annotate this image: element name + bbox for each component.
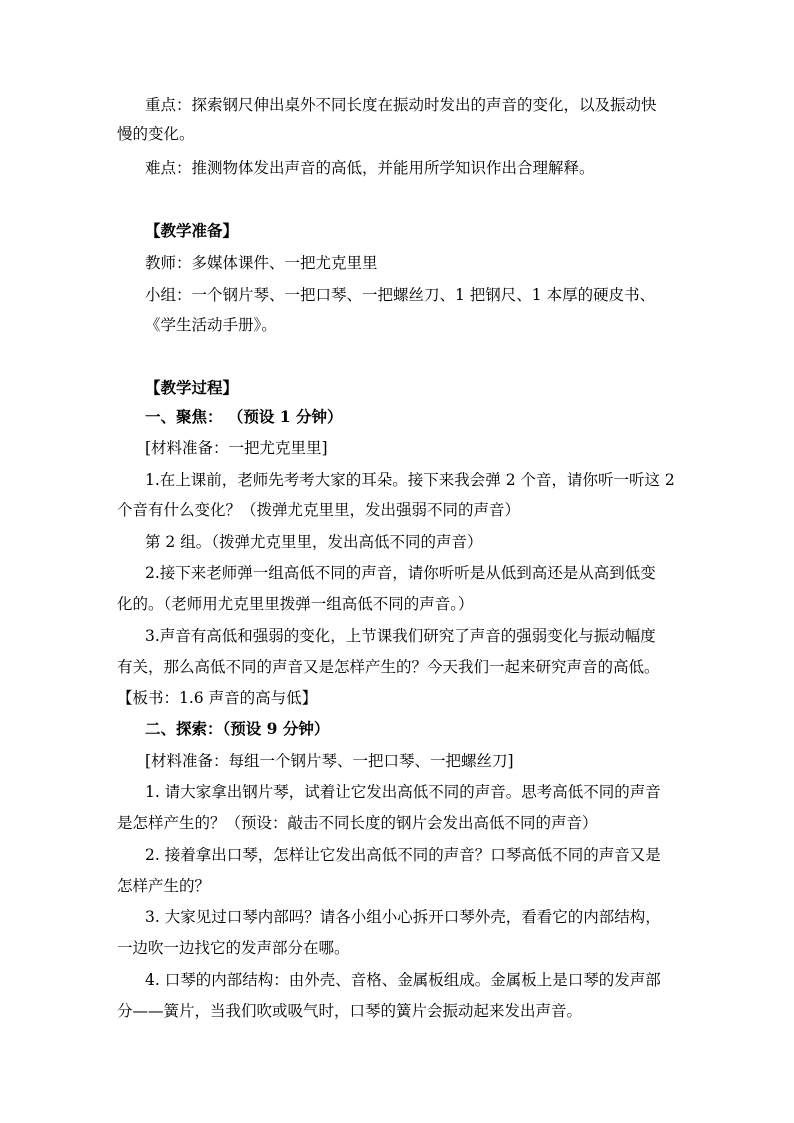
paragraph-3-line-2: 有关，那么高低不同的声音又是怎样产生的？今天我们一起来研究声音的高低。 [117,658,660,676]
item-2-line-1: 2. 接着拿出口琴，怎样让它发出高低不同的声音？口琴高低不同的声音又是 [145,846,661,864]
item-1-line-1: 1. 请大家拿出钢片琴，试着让它发出高低不同的声音。思考高低不同的声音 [145,783,661,801]
section-focus-materials: [材料准备：一把尤克里里] [145,439,328,457]
key-point-line-1: 重点：探索钢尺伸出桌外不同长度在振动时发出的声音的变化，以及振动快 [145,96,657,114]
item-4-line-1: 4. 口琴的内部结构：由外壳、音格、金属板组成。金属板上是口琴的发声部 [145,971,661,989]
item-4-line-2: 分——簧片，当我们吹或吸气时，口琴的簧片会振动起来发出声音。 [117,1002,583,1020]
teacher-materials: 教师：多媒体课件、一把尤克里里 [145,254,378,272]
group-materials-line-1: 小组：一个钢片琴、一把口琴、一把螺丝刀、1 把钢尺、1 本厚的硬皮书、 [145,286,656,304]
section-explore-title: 二、探索：（预设 9 分钟） [145,719,330,738]
paragraph-2-line-2: 化的。（老师用尤克里里拨弹一组高低不同的声音。） [117,595,474,613]
difficult-point: 难点：推测物体发出声音的高低，并能用所学知识作出合理解释。 [145,159,595,177]
paragraph-1b: 第 2 组。（拨弹尤克里里，发出高低不同的声音） [145,533,483,551]
item-3-line-1: 3. 大家见过口琴内部吗？请各小组小心拆开口琴外壳，看看它的内部结构， [145,908,661,926]
process-heading: 【教学过程】 [145,378,239,397]
item-2-line-2: 怎样产生的？ [117,877,211,895]
item-3-line-2: 一边吹一边找它的发声部分在哪。 [117,939,350,957]
item-1-line-2: 是怎样产生的？（预设：敲击不同长度的钢片会发出高低不同的声音） [117,814,598,832]
paragraph-1-line-1: 1.在上课前，老师先考考大家的耳朵。接下来我会弹 2 个音，请你听一听这 2 [145,471,675,489]
section-explore-materials: [材料准备：每组一个钢片琴、一把口琴、一把螺丝刀] [145,752,514,770]
key-point-line-2: 慢的变化。 [117,125,195,143]
preparation-heading: 【教学准备】 [145,221,239,240]
group-materials-line-2: 《学生活动手册》。 [145,316,277,334]
board-writing: 【板书：1.6 声音的高与低】 [117,689,318,707]
paragraph-3-line-1: 3.声音有高低和强弱的变化，上节课我们研究了声音的强弱变化与振动幅度 [145,627,656,645]
paragraph-2-line-1: 2.接下来老师弹一组高低不同的声音，请你听听是从低到高还是从高到低变 [145,564,656,582]
paragraph-1-line-2: 个音有什么变化？（拨弹尤克里里，发出强弱不同的声音） [117,501,521,519]
section-focus-title: 一、聚焦： （预设 1 分钟） [145,407,343,426]
